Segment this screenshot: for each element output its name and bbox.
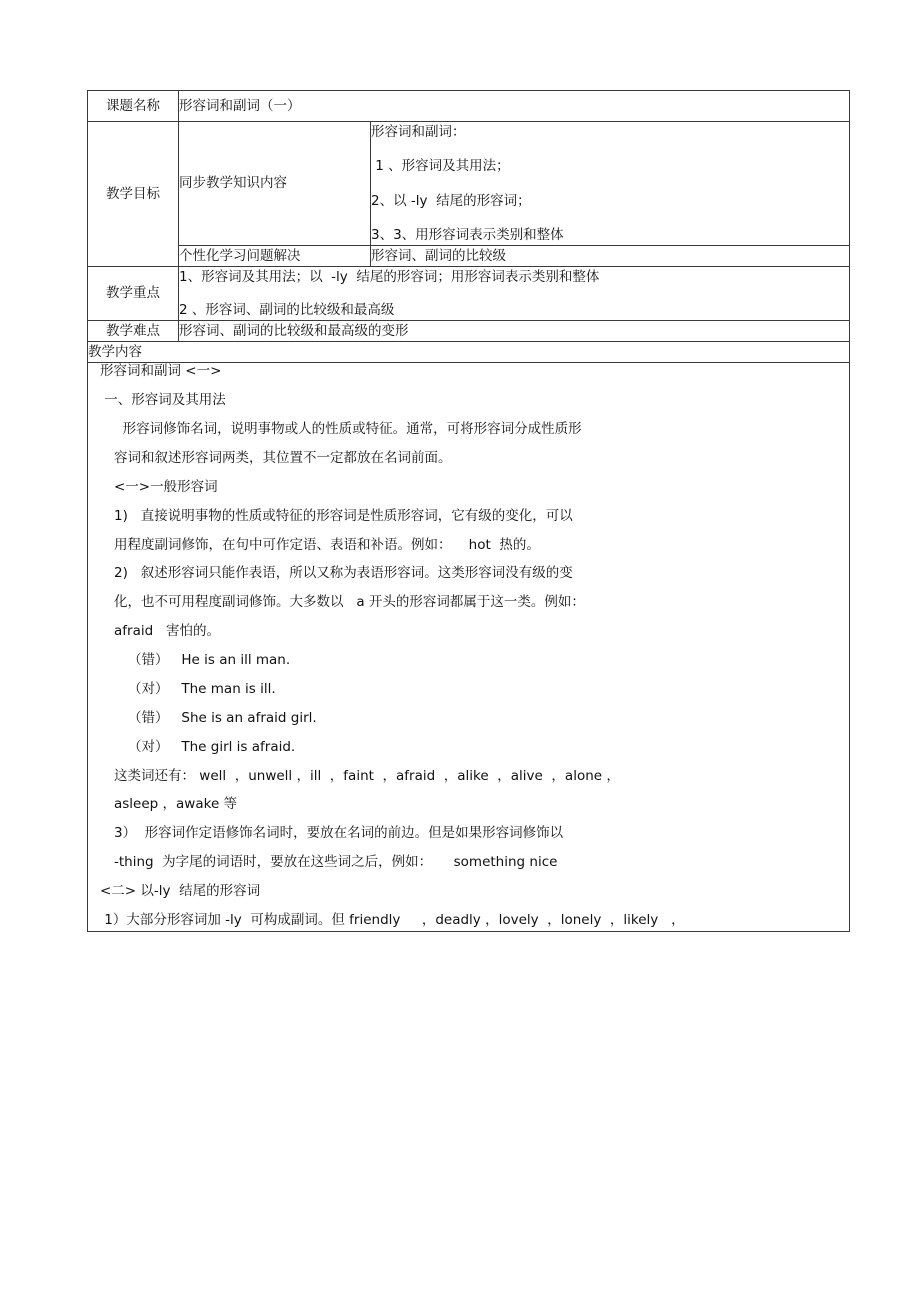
key-point-line: 1、形容词及其用法；以 -ly 结尾的形容词；用形容词表示类别和整体 [179,269,600,286]
table-row-title [88,91,850,122]
sync-item: 1 、形容词及其用法； [371,158,510,175]
body-paragraph: 容词和叙述形容词两类，其位置不一定都放在名词前面。 [114,449,452,466]
body-paragraph: -thing 为字尾的词语时，要放在这些词之后，例如： something nice [114,854,558,871]
body-paragraph: 3） 形容词作定语修饰名词时，要放在名词的前边。但是如果形容词修饰以 [114,825,564,842]
table-row-difficulties [88,320,850,341]
body-paragraph: （对） The girl is afraid. [128,738,296,755]
topic-name-value: 形容词和副词（一） [179,91,850,122]
row-label-topic-name: 课题名称 [88,91,179,122]
sync-knowledge-list [371,122,850,246]
teaching-content-body [88,363,850,932]
sync-knowledge-label: 同步教学知识内容 [179,122,371,246]
lesson-plan-table [87,90,850,932]
body-paragraph: 1) 直接说明事物的性质或特征的形容词是性质形容词，它有级的变化，可以 [114,507,573,524]
body-paragraph: 用程度副词修饰，在句中可作定语、表语和补语。例如： hot 热的。 [114,536,540,553]
body-paragraph: afraid 害怕的。 [114,623,221,640]
table-row-goals-sync [88,122,850,246]
teaching-content-header: 教学内容 [88,342,850,363]
body-paragraph: 2) 叙述形容词只能作表语，所以又称为表语形容词。这类形容词没有级的变 [114,565,573,582]
sync-item: 形容词和副词： [371,124,466,140]
table-row-key-points [88,267,850,321]
table-row-goals-personal [88,246,850,267]
personalized-learning-value: 形容词、副词的比较级 [371,246,850,267]
body-paragraph: 1）大部分形容词加 -ly 可构成副词。但 friendly ，deadly ，lovely ，lonely ，likely ， [100,911,685,928]
personalized-learning-label: 个性化学习问题解决 [179,246,371,267]
table-row-content-header [88,342,850,363]
body-paragraph: （对） The man is ill. [128,680,276,697]
body-paragraph: （错） He is an ill man. [128,652,291,668]
body-paragraph: <二> 以-ly 结尾的形容词 [100,883,261,899]
sync-item: 3、3、用形容词表示类别和整体 [371,226,564,243]
body-paragraph: asleep ，awake 等 [114,796,238,813]
row-label-difficulties: 教学难点 [88,320,179,341]
row-label-teaching-goals: 教学目标 [88,122,179,267]
body-paragraph: 形容词修饰名词，说明事物或人的性质或特征。通常，可将形容词分成性质形 [114,421,582,437]
key-points-list [179,267,850,321]
body-paragraph: 形容词和副词 <一> [100,363,222,380]
body-paragraph: （错） She is an afraid girl. [128,709,317,726]
sync-item: 2、以 -ly 结尾的形容词； [371,192,531,209]
difficulties-value: 形容词、副词的比较级和最高级的变形 [179,320,850,341]
body-paragraph: 这类词还有： well ，unwell ，ill ，faint ，afraid ，alike ，alive ，alone ， [114,767,620,784]
body-paragraph: 一、形容词及其用法 [100,392,226,409]
table-row-content-body [88,363,850,932]
body-paragraph: 化，也不可用程度副词修饰。大多数以 a 开头的形容词都属于这一类。例如： [114,594,585,611]
row-label-key-points: 教学重点 [88,267,179,321]
body-paragraph: <一>一般形容词 [114,478,218,495]
key-point-line: 2 、形容词、副词的比较级和最高级 [179,301,395,318]
